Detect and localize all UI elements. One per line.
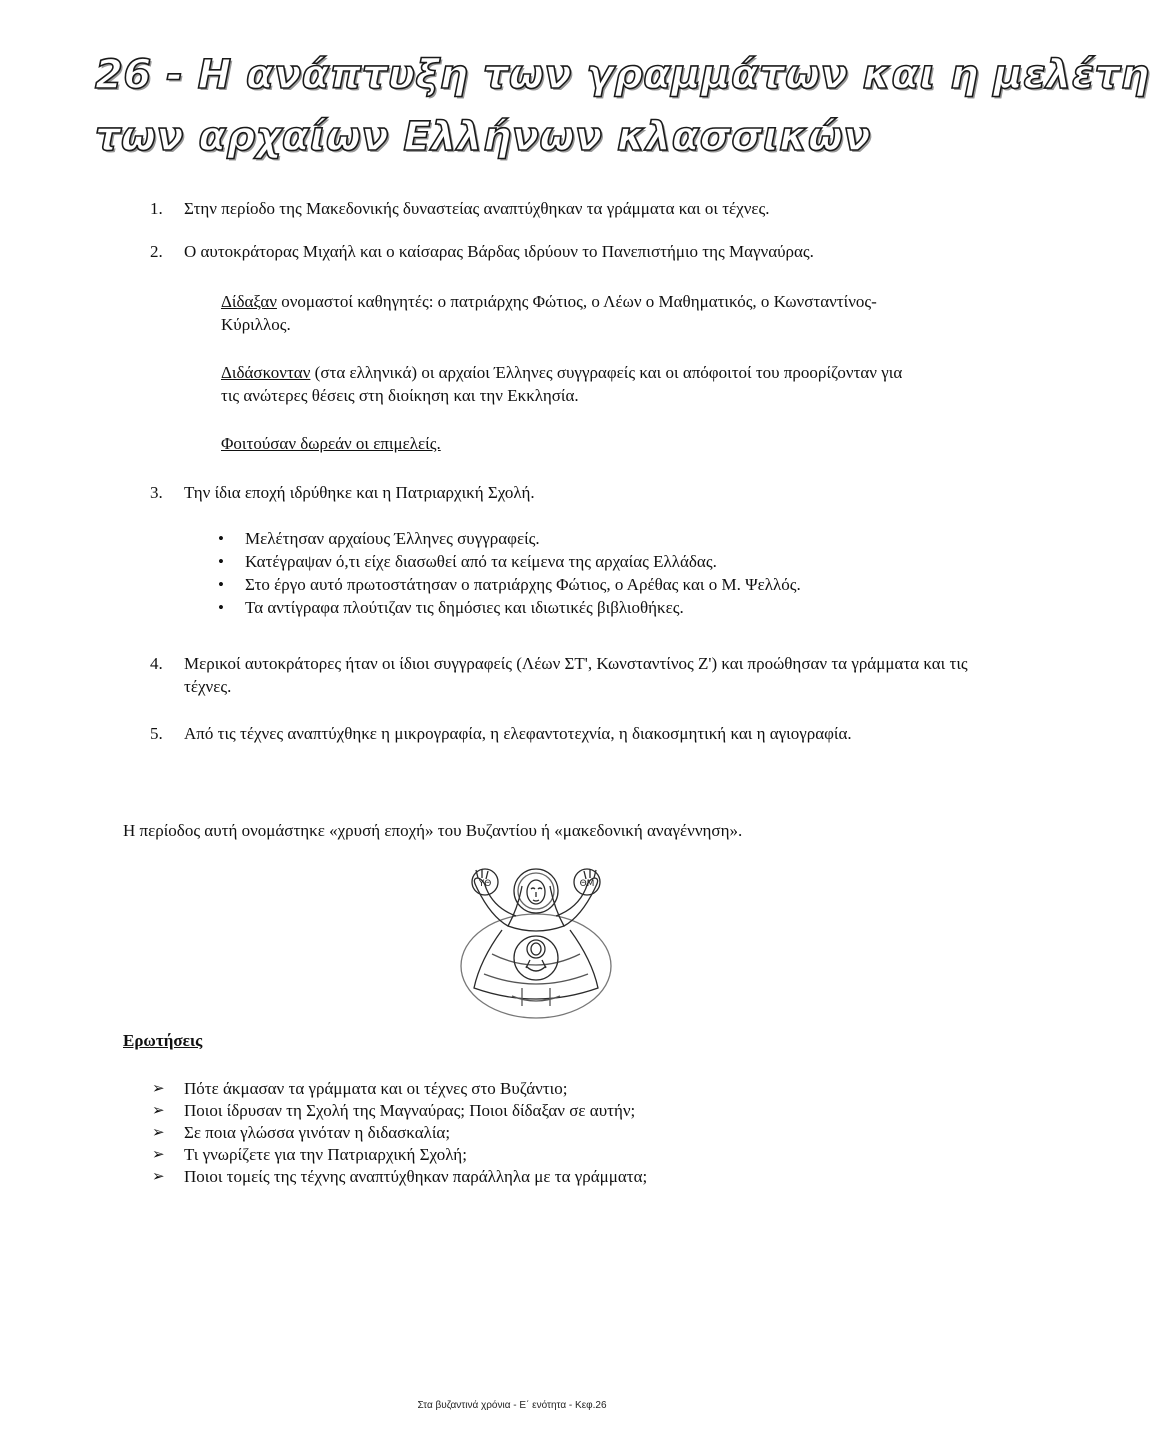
bullet-item: • Τα αντίγραφα πλούτιζαν τις δημόσιες και ιδιωτικές βιβλιοθήκες. [218, 596, 978, 619]
item-number: 3. [150, 483, 163, 502]
paragraph-taught-text: ονομαστοί καθηγητές: ο πατριάρχης Φώτιος, ο Λέων ο Μαθηματικός, ο Κωνσταντίνος-Κύριλλος. [221, 292, 877, 334]
questions-heading: Ερωτήσεις [123, 1031, 203, 1050]
conclusion-text: Η περίοδος αυτή ονομάστηκε «χρυσή εποχή» του Βυζαντίου ή «μακεδονική αναγέννηση». [123, 821, 743, 840]
item-text: Μερικοί αυτοκράτορες ήταν οι ίδιοι συγγραφείς (Λέων ΣΤ', Κωνσταντίνος Ζ') και προώθησαν τα γράμματα και τις τέχνες. [184, 654, 968, 696]
page-title-line-1: 26 - Η ανάπτυξη των γραμμάτων και η μελέτη [95, 52, 1150, 98]
numbered-item-5 [150, 722, 980, 745]
question-item [152, 1099, 952, 1121]
arrow-bullet-icon: ➢ [152, 1167, 165, 1185]
numbered-item-4 [150, 652, 980, 698]
numbered-item-2 [150, 240, 980, 263]
question-text: Πότε άκμασαν τα γράμματα και οι τέχνες στο Βυζάντιο; [184, 1079, 568, 1098]
item-number: 5. [150, 724, 163, 743]
theotokos-icon-drawing [452, 856, 620, 1024]
question-item [152, 1121, 952, 1143]
item-text: Ο αυτοκράτορας Μιχαήλ και ο καίσαρας Βάρδας ιδρύουν το Πανεπιστήμιο της Μαγναύρας. [184, 242, 814, 261]
right-monogram: ΘΜ [579, 879, 595, 889]
question-text: Ποιοι τομείς της τέχνης αναπτύχθηκαν παράλληλα με τα γράμματα; [184, 1167, 648, 1186]
patriarchal-school-bullets [218, 527, 978, 619]
page-footer: Στα βυζαντινά χρόνια - Ε΄ ενότητα - Κεφ.26 [417, 1400, 607, 1411]
question-text: Ποιοι ίδρυσαν τη Σχολή της Μαγναύρας; Ποιοι δίδαξαν σε αυτήν; [184, 1101, 636, 1120]
question-text: Σε ποια γλώσσα γινόταν η διδασκαλία; [184, 1123, 451, 1142]
theotokos-icon [452, 856, 620, 1024]
bullet-item: • Κατέγραψαν ό,τι είχε διασωθεί από τα κείμενα της αρχαίας Ελλάδας. [218, 550, 978, 573]
paragraph-taught [221, 290, 921, 336]
underlined-label-taught: Δίδαξαν [221, 292, 277, 311]
numbered-item-1 [150, 197, 980, 220]
item-text: Την ίδια εποχή ιδρύθηκε και η Πατριαρχική Σχολή. [184, 483, 535, 502]
left-monogram: ΥΘ [478, 879, 492, 889]
bullet-item: • Στο έργο αυτό πρωτοστάτησαν ο πατριάρχης Φώτιος, ο Αρέθας και ο Μ. Ψελλός. [218, 573, 978, 596]
paragraph-studied-text: (στα ελληνικά) οι αρχαίοι Έλληνες συγγραφείς και οι απόφοιτοί του προορίζονταν για τις ανώτερες θέσεις στη διοίκηση και την Εκκλησία. [221, 363, 903, 405]
paragraph-studied [221, 361, 921, 407]
questions-list [152, 1077, 952, 1187]
paragraph-free-tuition [221, 432, 921, 455]
item-number: 1. [150, 199, 163, 218]
item-number: 4. [150, 654, 163, 673]
item-text: Από τις τέχνες αναπτύχθηκε η μικρογραφία, η ελεφαντοτεχνία, η διακοσμητική και η αγιογραφία. [184, 724, 852, 743]
item-number: 2. [150, 242, 163, 261]
numbered-item-3 [150, 481, 980, 504]
arrow-bullet-icon: ➢ [152, 1079, 165, 1097]
bullet-item: • Μελέτησαν αρχαίους Έλληνες συγγραφείς. [218, 527, 978, 550]
underlined-label-studied: Διδάσκονταν [221, 363, 311, 382]
page-title [95, 44, 1150, 168]
underlined-free-tuition: Φοιτούσαν δωρεάν οι επιμελείς. [221, 434, 441, 453]
question-item [152, 1077, 952, 1099]
arrow-bullet-icon: ➢ [152, 1145, 165, 1163]
page-title-line-2: των αρχαίων Ελλήνων κλασσικών [95, 114, 872, 160]
question-text: Τι γνωρίζετε για την Πατριαρχική Σχολή; [184, 1145, 467, 1164]
question-item [152, 1165, 952, 1187]
arrow-bullet-icon: ➢ [152, 1101, 165, 1119]
item-text: Στην περίοδο της Μακεδονικής δυναστείας αναπτύχθηκαν τα γράμματα και οι τέχνες. [184, 199, 770, 218]
arrow-bullet-icon: ➢ [152, 1123, 165, 1141]
question-item [152, 1143, 952, 1165]
